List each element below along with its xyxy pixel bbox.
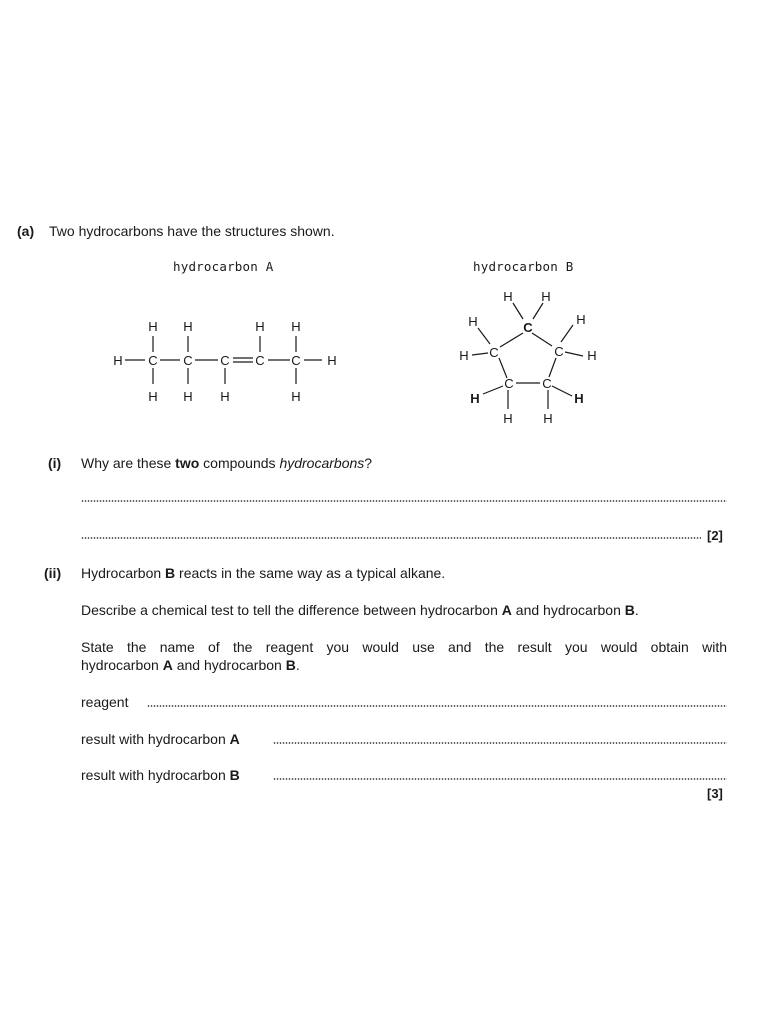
atom-c: C bbox=[489, 345, 499, 360]
atom-h: H bbox=[470, 391, 480, 406]
atom-h: H bbox=[587, 348, 597, 363]
bond bbox=[533, 303, 543, 319]
text: Hydrocarbon bbox=[81, 565, 166, 581]
atom-h: H bbox=[220, 389, 230, 404]
atom-h: H bbox=[113, 353, 123, 368]
bond bbox=[552, 386, 572, 396]
atom-h: H bbox=[503, 411, 513, 426]
atom-c: C bbox=[148, 353, 158, 368]
result-b-label bbox=[81, 767, 240, 783]
caption-hydrocarbon-a: hydrocarbon A bbox=[173, 259, 274, 274]
atom-c: C bbox=[523, 320, 533, 335]
answer-line-i-2[interactable] bbox=[81, 537, 701, 539]
answer-line-result-a[interactable] bbox=[273, 742, 727, 744]
atom-h: H bbox=[327, 353, 337, 368]
atom-h: H bbox=[183, 389, 193, 404]
part-ii-line-2 bbox=[81, 602, 639, 618]
atom-c: C bbox=[183, 353, 193, 368]
text: and hydrocarbon bbox=[172, 657, 286, 673]
atom-h: H bbox=[543, 411, 553, 426]
atom-h: H bbox=[541, 289, 551, 304]
bond bbox=[472, 353, 488, 355]
part-ii-line-3: State the name of the reagent you would use and the result you would obtain with bbox=[81, 639, 727, 655]
part-i-label: (i) bbox=[48, 455, 62, 471]
hydrocarbon-b-structure bbox=[448, 284, 608, 434]
text: Why are these bbox=[81, 455, 176, 471]
emphasis-b: B bbox=[165, 565, 176, 581]
emphasis-b: B bbox=[229, 767, 240, 783]
part-a-text: Two hydrocarbons have the structures shown. bbox=[49, 223, 335, 239]
atom-h: H bbox=[183, 319, 193, 334]
atom-c: C bbox=[554, 344, 564, 359]
text: result with hydrocarbon bbox=[81, 731, 230, 747]
emphasis-hydrocarbons: hydrocarbons bbox=[279, 455, 365, 471]
marks-part-ii: [3] bbox=[707, 786, 723, 801]
text: . bbox=[295, 657, 300, 673]
bond bbox=[561, 325, 573, 342]
atom-c: C bbox=[542, 376, 552, 391]
part-a-label: (a) bbox=[17, 223, 35, 239]
part-ii-label: (ii) bbox=[44, 565, 62, 581]
text: ? bbox=[364, 455, 373, 471]
atom-h: H bbox=[574, 391, 584, 406]
bond bbox=[478, 328, 490, 344]
atom-h: H bbox=[148, 319, 158, 334]
emphasis-b: B bbox=[285, 657, 296, 673]
text: compounds bbox=[199, 455, 280, 471]
emphasis-two: two bbox=[175, 455, 200, 471]
reagent-label: reagent bbox=[81, 694, 129, 710]
bond bbox=[483, 386, 503, 394]
answer-line-reagent[interactable] bbox=[147, 705, 727, 707]
atom-h: H bbox=[503, 289, 513, 304]
ring-bond bbox=[549, 358, 556, 377]
atom-c: C bbox=[504, 376, 514, 391]
hydrocarbon-a-structure bbox=[100, 312, 360, 412]
text: Describe a chemical test to tell the difference between hydrocarbon bbox=[81, 602, 502, 618]
atom-h: H bbox=[291, 389, 301, 404]
atom-h: H bbox=[291, 319, 301, 334]
marks-part-i: [2] bbox=[707, 528, 723, 543]
atom-h: H bbox=[468, 314, 478, 329]
text: hydrocarbon bbox=[81, 657, 163, 673]
answer-line-result-b[interactable] bbox=[273, 778, 727, 780]
atom-h: H bbox=[576, 312, 586, 327]
caption-hydrocarbon-b: hydrocarbon B bbox=[473, 259, 574, 274]
ring-bond bbox=[499, 358, 507, 378]
atom-h: H bbox=[255, 319, 265, 334]
text: . bbox=[634, 602, 639, 618]
part-ii-line-4 bbox=[81, 657, 300, 673]
result-a-label bbox=[81, 731, 240, 747]
atom-c: C bbox=[255, 353, 265, 368]
text: result with hydrocarbon bbox=[81, 767, 230, 783]
ring-bond bbox=[500, 333, 523, 347]
atom-h: H bbox=[148, 389, 158, 404]
emphasis-b: B bbox=[624, 602, 635, 618]
atom-h: H bbox=[459, 348, 469, 363]
emphasis-a: A bbox=[162, 657, 173, 673]
emphasis-a: A bbox=[229, 731, 240, 747]
atom-c: C bbox=[220, 353, 230, 368]
text: reacts in the same way as a typical alkane. bbox=[175, 565, 446, 581]
bond bbox=[513, 303, 523, 319]
ring-bond bbox=[532, 333, 552, 346]
answer-line-i-1[interactable] bbox=[81, 500, 727, 502]
bond bbox=[565, 352, 583, 356]
emphasis-a: A bbox=[501, 602, 512, 618]
atom-c: C bbox=[291, 353, 301, 368]
part-i-question bbox=[81, 455, 372, 471]
text: and hydrocarbon bbox=[511, 602, 625, 618]
part-ii-line-1 bbox=[81, 565, 445, 581]
